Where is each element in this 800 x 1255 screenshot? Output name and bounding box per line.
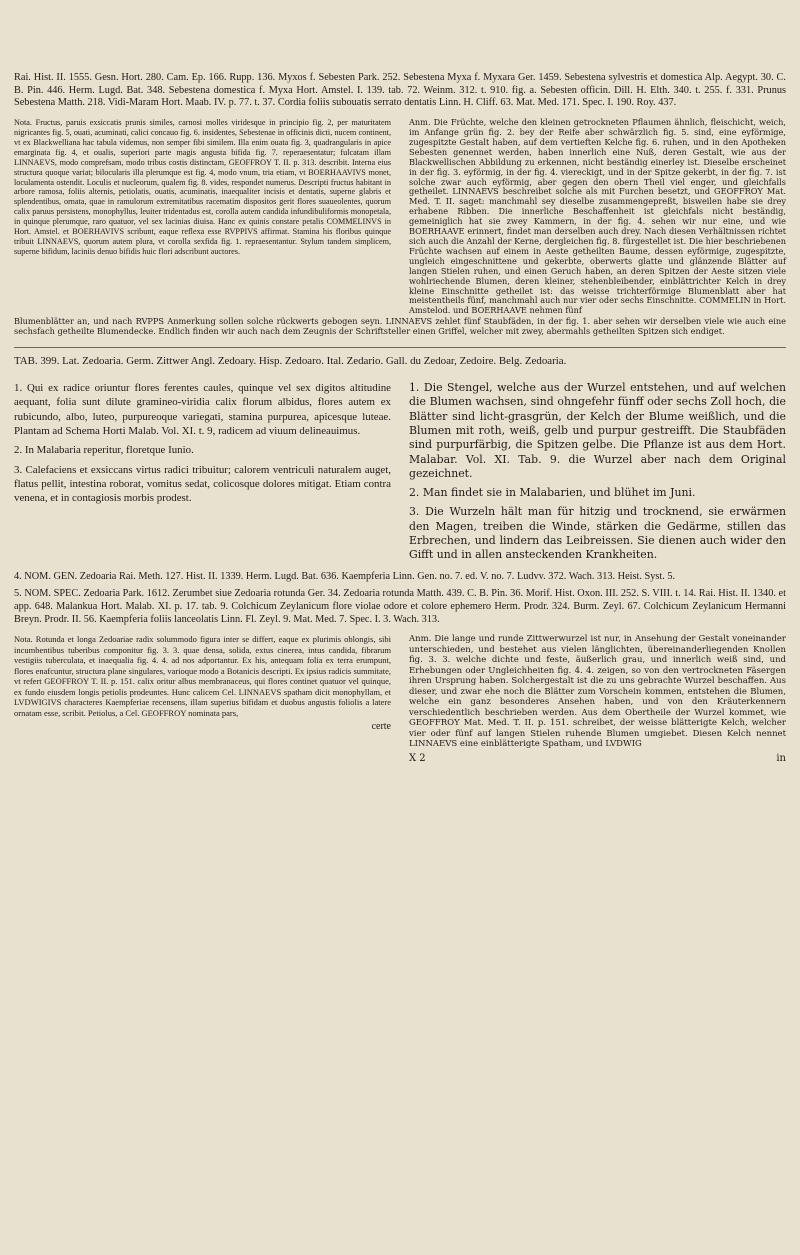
latin-paragraph: 2. In Malabaria reperitur, floretque Iunio. — [14, 444, 194, 457]
german-column — [409, 376, 786, 563]
bottom-notes — [14, 634, 786, 764]
synonyms-species: 5. NOM. SPEC. Zedoaria Park. 1612. Zerumbet siue Zedoaria rotunda Ger. 34. Zedoaria rotunda Matth. 439. C. B. Pin. 36. Morif. Hist. Oxon. III. 252. S. VIII. t. 14. Rai. Hist. II. 1340. et app. 648. Malankua Hort. Malab. XI. p. 17. tab. 9. Colchicum Zeylanicum flore violae odore et colore ephemero Herm. Prodr. 324. Burm. Zeyl. 67. Colchicum Zeylanicum Hermanni Breyn. Prodr. II. 56. Kaempferia foliis lanceolatis Linn. Fl. Zeyl. 9. Mat. Med. 7. Spec. I. 3. Wach. 313. — [14, 588, 786, 625]
german-paragraph: 1. Die Stengel, welche aus der Wurzel entstehen, und auf welchen die Blumen wachsen, sind ohngefehr fünff oder sechs Zoll hoch, die Blätter sind licht-grasgrün, der Kelch der Blume weißlich, und die Blumen mit roth, weiß, gelb und purpur gestreifft. Die Staubfäden sind purpurfärbig, die Spitzen gelbe. Die Pflanze ist aus dem Hort. Malabar. Vol. XI. Tab. 9. die Wurzel aber nach dem Original gezeichnet. — [409, 381, 786, 480]
tab-heading: TAB. 399. Lat. Zedoaria. Germ. Zittwer Angl. Zedoary. Hisp. Zedoaro. Ital. Zedario. Gall. du Zedoar, Zedoire. Belg. Zedoaria. — [14, 355, 567, 368]
latin-column — [14, 376, 391, 563]
tab-body — [14, 376, 786, 563]
nota-german-tail: Blumenblätter an, und nach RVPPS Anmerkung sollen solche rückwerts gebogen seyn. LINNAEVS zehlet fünf Staubfäden, in der fig. 1. aber sehen wir derselben viele wie auch eine sechsfach getheilte Blumendecke. Endlich finden wir auch nach dem Zeugnis der Schriftsteller einen Griffel, welcher mit zwey, abermahls getheilten Spitzen sich endiget. — [14, 316, 786, 337]
bottom-latin — [14, 634, 391, 764]
top-header-synonyms: Rai. Hist. II. 1555. Gesn. Hort. 280. Cam. Ep. 166. Rupp. 136. Myxos f. Sebesten Park. 252. Sebestena Myxa f. Myxara Ger. 1459. Sebestena sylvestris et domestica Alp. Aegypt. 30. C. B. Pin. 446. Herm. Lugd. Bat. 348. Sebestena domestica f. Myxa Hort. Amstel. I. 139. tab. 72. Weinm. 312. t. 910. fig. a. Sebesten officin. Dill. H. Elth. 340. t. 255. f. 331. Prunus Sebestena Matth. 218. Vidi-Maram Hort. Maab. IV. p. 77. t. 37. Cordia foliis subouatis serrato dentatis Linn. H. Cliff. 63. Mat. Med. 171. Spec. I. 190. Roy. 437. — [14, 72, 786, 109]
catchword-latin: certe — [371, 721, 391, 733]
nota2-latin: Nota. Rotunda et longa Zedoariae radix solummodo figura inter se differt, eaque ex plurimis oblongis, sibi incumbentibus tuberibus componitur fig. 3. 3. quae densa, solida, extus cinerea, intus candida, fibrarum vestigiis tuberculata, et inaequalia fig. 4. 4. ad nos adportantur. Ex his, antequam folia ex terra erumpunt, flores enafcuntur, structura plane singulares, varioque modo a Botanicis descripti. Ex ipsius radicis summitate, vt refert GEOFFROY T. II. p. 151. calix oritur albus membranaceus, qui flores continet quatuor vel quinque, ex fundo eiusdem longis petiolis prodeuntes. Hunc calicem Cel. LINNAEVS spatham dicit monophyllam, et LVDWIGIVS characteres Kaempferiae recensens, illam superius bifidam et duobus angustis foliolis a latere ornatam esse, scribit. Petiolus, a Cel. GEOFFROY nominata pars, — [14, 634, 391, 718]
nota-latin: Nota. Fructus, paruis exsiccatis prunis similes, carnosi molles viridesque in principio fig. 2, per maturitatem nigricantes fig. 5, ouati, acuminati, calici concauo fig. 6. insidentes, Sebestenae in officinis dicti, nucem continent, vt ex Blackwelliana hac tabula videmus, non semper fibi similem. Illa enim ouata fig. 3, quadrangularis in apice emarginata fig. 4, et oualis, superiori parte magis angusta bifida fig. 7. reperaesentatur; fulcatam illam LINNAEVS, modo comprefsam, modo tribus costis distinctam, GEOFFROY T. II. p. 313. describit. Interna eius structura quoque variat; bilocularis illa plerumque est fig. 4, modo vnum, tria etiam, vt BOERHAAVIVS monet, loculamenta ostendit. Loculis et nucleorum, qualem fig. 8. vides, respondet numerus. Descripti fructus habitant in arbore ramosa, foliis alternis, petiolatis, ouatis, acuminatis, inaequaliter incisis et dentatis, superne glabris et splendentibus, ornata, quae in ramulorum extremitatibus racematim dispositos gerit flores suaueolentes, quorum calix paruus persistens, monophyllus, leuiter tridentadus est, corolla autem candida infundibuliformis monopetala, in quinque plerumque, raro quatuor, vel sex lacinias diuisa. Hanc ex quinis constare petalis COMMELINVS in Hort. Amstel. et BOERHAVIVS scribunt, eaque reflexa esse RVPPIVS affirmat. Stamina his floribus quinque tribuit LINNAEVS, quorum autem plura, vt corolla sexfida fig. 1. repraesentantur. Stylum tandem simplicem, superne bifidum, laciniis denuo bifidis huic flori adscribunt auctores. — [14, 118, 391, 256]
nota2-german: Anm. Die lange und runde Zittwerwurzel ist nur, in Ansehung der Gestalt voneinander unterschieden, und bestehet aus vielen länglichten, übereinanderliegenden Knollen fig. 3. 3. welche dichte und feste, äußerlich grau, und innerlich weiß sind, und Erhebungen oder Ungleichheiten fig. 4. 4. zeigen, so von den vertrockneten Fäsergen ihren Ursprung haben. Solchergestalt ist die zu uns gebrachte Wurzel beschaffen. Aus dieser, und zwar ehe noch die Blätter zum Vorschein kommen, entstehen die Blumen, welche ein ganz besonderes Ansehen haben, und von den Kräuterkennern verschiedentlich beschrieben werden. Aus dem Obertheile der Wurzel kommet, wie GEOFFROY Mat. Med. T. II. p. 151. schreibet, der weisse blätterigte Kelch, welcher vier oder fünf auf langen Stielen ruhende Blumen umgiebet. Diesen Kelch nennet LINNAEVS eine einblätterigte Spatham, und LVDWIG — [409, 634, 786, 750]
bottom-german — [409, 634, 786, 764]
latin-paragraph: 3. Calefaciens et exsiccans virtus radici tribuitur; calorem ventriculi naturalem auget, flatus pellit, intestina roborat, vomitus sedat, colicosque dolores mitigat. Etiam contra venena, et in contagiosis morbis prodest. — [14, 463, 391, 505]
nota-german: Anm. Die Früchte, welche den kleinen getrockneten Pflaumen ähnlich, fleischicht, weich, im Anfange grün fig. 2. bey der Reife aber schwärzlich fig. 5. sind, eine eyförmige, zugespitzte Gestalt haben, auf dem vertieften Kelche fig. 6. ruhen, und in den Apotheken Sebesten genennet werden, haben innerlich eine Nuß, deren Gestalt, wie aus der Blackwellischen Abbildung zu erkennen, nicht beständig einerley ist. Dieselbe erscheinet in der fig. 3. eyförmig, in der fig. 4. viereckigt, und in der Spitze gekerbt, in der fig. 7. ist solche zwar auch eyförmig, aber gegen den obern Theil viel enger, und gleichfalls getheilet. LINNAEVS beschreibet solche als mit Furchen besetzt, und GEOFFROY Mat. Med. T. II. saget: manchmahl sey dieselbe zusammengepreßt, bisweilen habe sie drey erhabene Ribben. Die innerliche Beschaffenheit ist gleichfals nicht beständig, gemeiniglich hat sie zwey Kammern, in der fig. 4. sehen wir nur eine, und wie BOERHAAVE erinnert, findet man derselben auch drey. Nach diesen Verhältnissen richtet sich auch die Anzahl der Kerne, dergleichen fig. 8. fürgestellet ist. Die hier beschriebenen Früchte wachsen auf einem in Aeste getheilten Baume, dessen eyförmige, zugespitzte, ungleich eingeschnittene und gekerbte, oberwerts glatte und glänzende Blätter auf langen Stielen ruhen, und einen Geruch haben, an deren Spitzen der Aeste sitzen viele wohlriechende Blumen, deren kleiner, stehenbleibender, einblättrichter Kelch in drey kleine Einschnitte getheilet ist: das weisse trichterförmige Blumenblatt aber hat meistentheils fünf, manchmahl auch nur vier oder sechs Einschnitte. COMMELIN in Hort. Amstelod. und BOERHAAVE nehmen fünf — [409, 117, 786, 316]
german-paragraph: 2. Man findet sie in Malabarien, und blühet im Juni. — [409, 486, 696, 500]
signature-mark: X 2 — [409, 752, 426, 764]
german-paragraph: 3. Die Wurzeln hält man für hitzig und trocknend, sie erwärmen den Magen, treiben die Winde, stärken die Gedärme, stillen das Erbrechen, und lindern das Leibreissen. Sie dienen auch wider den Gifft und in allen ansteckenden Krankheiten. — [409, 505, 786, 562]
divider — [14, 347, 786, 348]
catchword-german: in — [776, 752, 786, 764]
latin-paragraph: 1. Qui ex radice oriuntur flores ferentes caules, quinque vel sex digitos altitudine aequant, folia sunt dilute gramineo-viridia calix florum albidus, flores autem ex rubicundo, albo, luteo, purpureoque variegati, stamina purpurea, apicesque luteae. Plantam ad Schema Horti Malab. Vol. XI. t. 9, radicem ad viuum delineauimus. — [14, 382, 391, 437]
top-notes — [14, 118, 786, 316]
synonyms-genus: 4. NOM. GEN. Zedoaria Rai. Meth. 127. Hist. II. 1339. Herm. Lugd. Bat. 636. Kaempferia Linn. Gen. no. 7. ed. V. no. 7. Ludvv. 372. Wach. 313. Heist. Syst. 5. — [14, 570, 676, 582]
